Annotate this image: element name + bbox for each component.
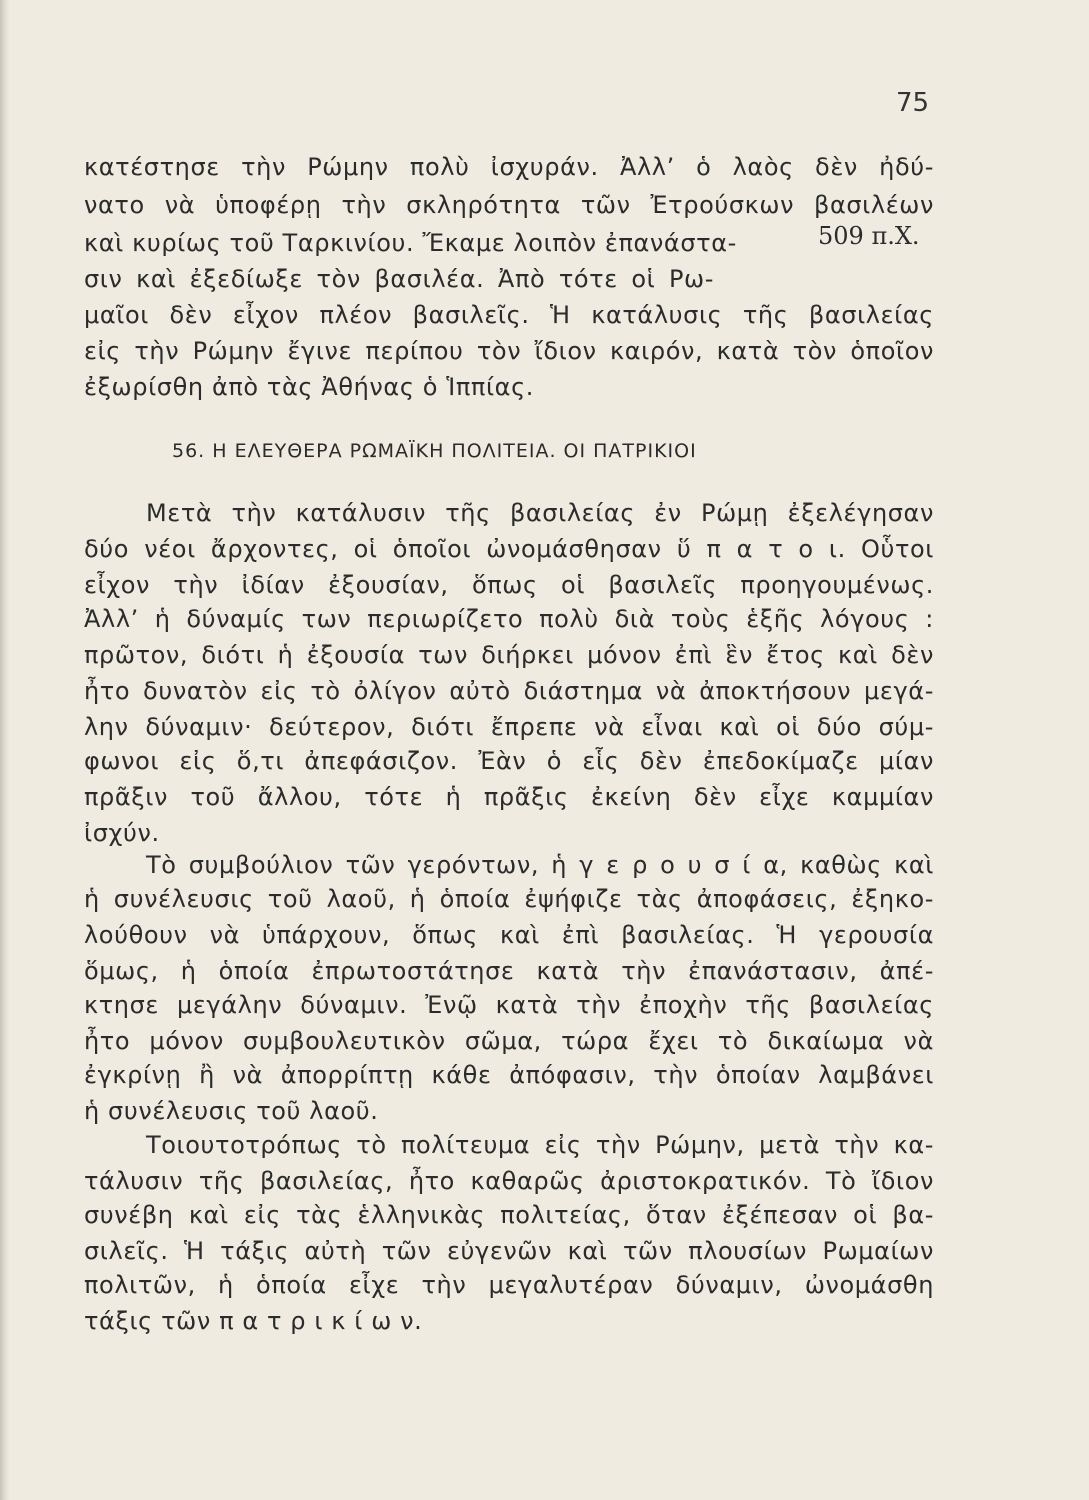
text-line: πρᾶξιν τοῦ ἄλλου, τότε ἡ πρᾶξις ἐκείνη δὲν εἶχε καμμίαν (84, 783, 934, 811)
text-line: ὅμως, ἡ ὁποία ἐπρωτοστάτησε κατὰ τὴν ἐπανάστασιν, ἀπέ- (84, 957, 934, 985)
page-number: 75 (896, 88, 930, 118)
section-heading: 56. Η ΕΛΕΥΘΕΡΑ ΡΩΜΑΪΚΗ ΠΟΛΙΤΕΙΑ. ΟΙ ΠΑΤΡΙΚΙΟΙ (172, 440, 697, 462)
text-line: ἦτο μόνον συμβουλευτικὸν σῶμα, τώρα ἔχει τὸ δικαίωμα νὰ (84, 1027, 934, 1055)
text-line: ἐγκρίνῃ ἢ νὰ ἀπορρίπτῃ κάθε ἀπόφασιν, τὴν ὁποίαν λαμβάνει (84, 1061, 934, 1089)
text-line: Ἀλλ’ ἡ δύναμίς των περιωρίζετο πολὺ διὰ τοὺς ἑξῆς λόγους : (84, 605, 934, 633)
text-line: λούθουν νὰ ὑπάρχουν, ὅπως καὶ ἐπὶ βασιλείας. Ἡ γερουσία (84, 921, 934, 949)
text-line: πολιτῶν, ἡ ὁποία εἶχε τὴν μεγαλυτέραν δύναμιν, ὠνομάσθη (84, 1271, 934, 1299)
text-line: σιλεῖς. Ἡ τάξις αὐτὴ τῶν εὐγενῶν καὶ τῶν πλουσίων Ρωμαίων (84, 1237, 934, 1265)
text-line: Μετὰ τὴν κατάλυσιν τῆς βασιλείας ἐν Ρώμῃ ἐξελέγησαν (146, 499, 934, 527)
text-line: συνέβη καὶ εἰς τὰς ἑλληνικὰς πολιτείας, ὅταν ἐξέπεσαν οἱ βα- (84, 1201, 934, 1229)
text-line: καὶ κυρίως τοῦ Ταρκινίου. Ἔκαμε λοιπὸν ἐπανάστα- (84, 229, 737, 257)
text-line: κτησε μεγάλην δύναμιν. Ἐνῷ κατὰ τὴν ἐποχὴν τῆς βασιλείας (84, 991, 934, 1019)
text-line: εἶχον τὴν ἰδίαν ἐξουσίαν, ὅπως οἱ βασιλεῖς προηγουμένως. (84, 571, 934, 599)
text-line: ἦτο δυνατὸν εἰς τὸ ὀλίγον αὐτὸ διάστημα νὰ ἀποκτήσουν μεγά- (84, 677, 934, 705)
text-line: φωνοι εἰς ὅ,τι ἀπεφάσιζον. Ἐὰν ὁ εἷς δὲν ἐπεδοκίμαζε μίαν (84, 747, 934, 775)
text-line: κατέστησε τὴν Ρώμην πολὺ ἰσχυράν. Ἀλλ’ ὁ λαὸς δὲν ἠδύ- (84, 153, 934, 181)
text-line: ἐξωρίσθη ἀπὸ τὰς Ἀθήνας ὁ Ἱππίας. (84, 373, 535, 401)
text-line: ἡ συνέλευσις τοῦ λαοῦ. (84, 1097, 379, 1125)
text-line: ἰσχύν. (84, 819, 160, 847)
text-line: εἰς τὴν Ρώμην ἔγινε περίπου τὸν ἴδιον καιρόν, κατὰ τὸν ὁποῖον (84, 337, 934, 365)
text-line: τάξις τῶν π α τ ρ ι κ ί ω ν. (84, 1307, 423, 1335)
text-line: σιν καὶ ἐξεδίωξε τὸν βασιλέα. Ἀπὸ τότε οἱ Ρω- (84, 265, 714, 293)
text-line: Τὸ συμβούλιον τῶν γερόντων, ἡ γ ε ρ ο υ σ ί α, καθὼς καὶ (146, 851, 934, 879)
margin-date-note: 509 π.Χ. (818, 222, 920, 250)
text-line: τάλυσιν τῆς βασιλείας, ἦτο καθαρῶς ἀριστοκρατικόν. Τὸ ἴδιον (84, 1167, 934, 1195)
text-line: Τοιουτοτρόπως τὸ πολίτευμα εἰς τὴν Ρώμην, μετὰ τὴν κα- (146, 1131, 934, 1159)
text-line: πρῶτον, διότι ἡ ἐξουσία των διήρκει μόνον ἐπὶ ἓν ἔτος καὶ δὲν (84, 641, 934, 669)
page-edge (0, 0, 10, 1500)
text-line: μαῖοι δὲν εἶχον πλέον βασιλεῖς. Ἡ κατάλυσις τῆς βασιλείας (84, 301, 934, 329)
text-line: λην δύναμιν· δεύτερον, διότι ἔπρεπε νὰ εἶναι καὶ οἱ δύο σύμ- (84, 713, 934, 741)
text-line: ἡ συνέλευσις τοῦ λαοῦ, ἡ ὁποία ἐψήφιζε τὰς ἀποφάσεις, ἐξηκο- (84, 885, 934, 913)
text-line: δύο νέοι ἄρχοντες, οἱ ὁποῖοι ὠνομάσθησαν ὕ π α τ ο ι. Οὗτοι (84, 535, 934, 563)
text-line: νατο νὰ ὑποφέρῃ τὴν σκληρότητα τῶν Ἐτρούσκων βασιλέων (84, 191, 934, 219)
